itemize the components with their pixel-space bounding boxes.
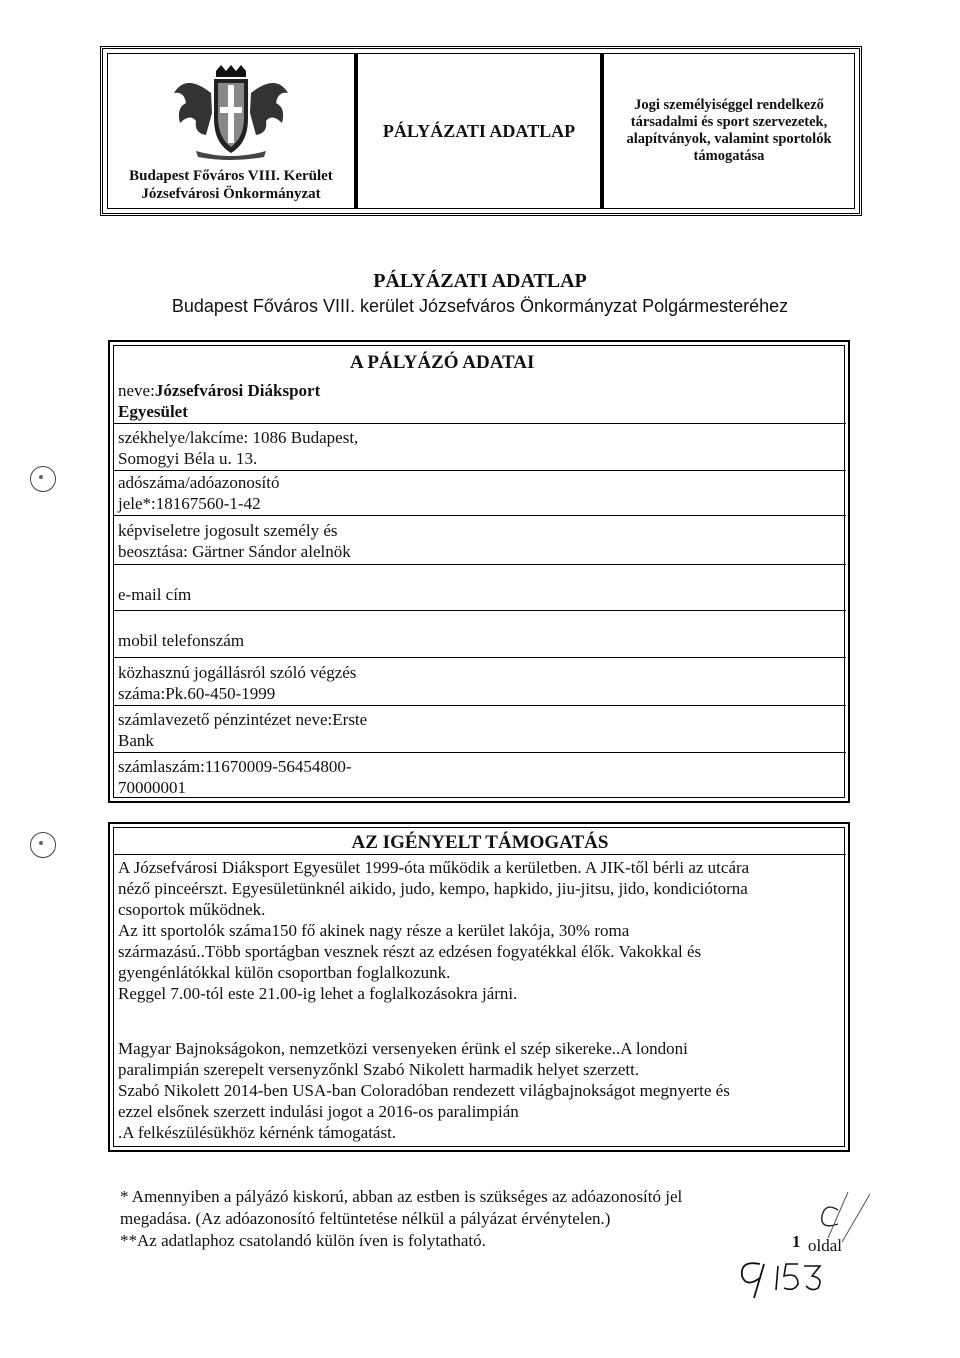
header-form-title: PÁLYÁZATI ADATLAP [382,120,576,141]
applicant-tax-cont: jele*:18167560-1-42 [118,494,261,513]
header-title-cell [356,54,602,208]
document-title: PÁLYÁZATI ADATLAP [373,270,587,292]
header-purpose-line: Jogi személyiséggel rendelkező [634,97,824,113]
row-divider [113,470,846,471]
applicant-address: székhelye/lakcíme: 1086 Budapest, [118,428,359,447]
punch-hole-icon [30,466,56,492]
header-org-cell [108,54,356,208]
applicant-heading: A PÁLYÁZÓ ADATAI [350,352,535,373]
support-divider [113,854,846,855]
support-line: csoportok működnek. [118,900,266,919]
header-purpose-cell [602,54,854,208]
footnote-1-cont: megadása. (Az adóazonosító feltüntetése nélkül a pályázat érvénytelen.) [120,1209,611,1228]
applicant-public-benefit-cont: száma:Pk.60-450-1999 [118,684,276,703]
name-value: Józsefvárosi Diáksport [154,381,321,400]
header-purpose-line: alapítványok, valamint sportolók [626,131,832,147]
support-line: A Józsefvárosi Diáksport Egyesület 1999-óta működik a kerületben. A JIK-től bérli az utcára [118,858,750,877]
applicant-name [118,380,408,401]
footnote-2: **Az adatlaphoz csatolandó külön íven is folytatható. [120,1231,486,1250]
support-line: paralimpián szerepelt versenyzőnkl Szabó Nikolett harmadik helyet szerzett. [118,1060,640,1079]
applicant-representative-cont: beosztása: Gärtner Sándor alelnök [118,542,351,561]
applicant-email: e-mail cím [118,585,192,604]
applicant-address-cont: Somogyi Béla u. 13. [118,449,258,468]
support-line: Magyar Bajnokságokon, nemzetközi versenyeken érünk el szép sikereke..A londoni [118,1039,688,1058]
applicant-public-benefit: közhasznú jogállásról szóló végzés [118,663,357,682]
row-divider [113,610,846,611]
applicant-bank-cont: Bank [118,731,154,750]
document-subtitle: Budapest Főváros VIII. kerület Józsefváros Önkormányzat Polgármesteréhez [171,296,789,316]
page-label: oldal [808,1236,842,1255]
support-line: Szabó Nikolett 2014-ben USA-ban Coloradóban rendezett világbajnokságot megnyerte és [118,1081,730,1100]
page-number: 1 [792,1232,801,1251]
row-divider [113,752,846,753]
applicant-name-cont: Egyesület [118,402,188,421]
header-org-line2: Józsefvárosi Önkormányzat [141,186,321,202]
footnote-1: * Amennyiben a pályázó kiskorú, abban az estben is szükséges az adóazonosító jel [120,1187,683,1206]
name-label: neve: [118,381,155,400]
header-inner [107,53,855,209]
support-line: gyengénlátókkal külön csoportban foglalkozunk. [118,963,451,982]
applicant-bank: számlavezető pénzintézet neve:Erste [118,710,368,729]
support-heading: AZ IGÉNYELT TÁMOGATÁS [351,832,609,853]
support-line: ezzel elsőnek szerzett indulási jogot a 2016-os paralimpián [118,1102,519,1121]
applicant-mobile: mobil telefonszám [118,631,245,650]
support-line: származású..Több sportágban vesznek részt az edzésen fogyatékkal élők. Vakokkal és [118,942,702,961]
applicant-representative: képviseletre jogosult személy és [118,521,338,540]
applicant-tax: adószáma/adóazonosító [118,473,280,492]
row-divider [113,705,846,706]
row-divider [113,657,846,658]
support-line: Az itt sportolók száma150 fő akinek nagy része a kerület lakója, 30% roma [118,921,630,940]
row-divider [113,564,846,565]
support-line: néző pinceérszt. Egyesületünknél aikido, judo, kempo, hapkido, jiu-jitsu, jido, kondiciótorna [118,879,748,898]
support-line: Reggel 7.00-tól este 21.00-ig lehet a foglalkozásokra járni. [118,984,518,1003]
header-box [100,46,862,216]
applicant-account: számlaszám:11670009-56454800- [118,757,352,776]
row-divider [113,515,846,516]
applicant-account-cont: 70000001 [118,778,186,797]
support-line: .A felkészülésükhöz kérnénk támogatást. [118,1123,397,1142]
header-org-line1: Budapest Főváros VIII. Kerület [129,168,333,184]
row-divider [113,423,846,424]
coat-of-arms-icon [166,63,296,163]
header-purpose-line: támogatása [693,148,765,164]
header-purpose-line: társadalmi és sport szervezetek, [630,114,828,130]
